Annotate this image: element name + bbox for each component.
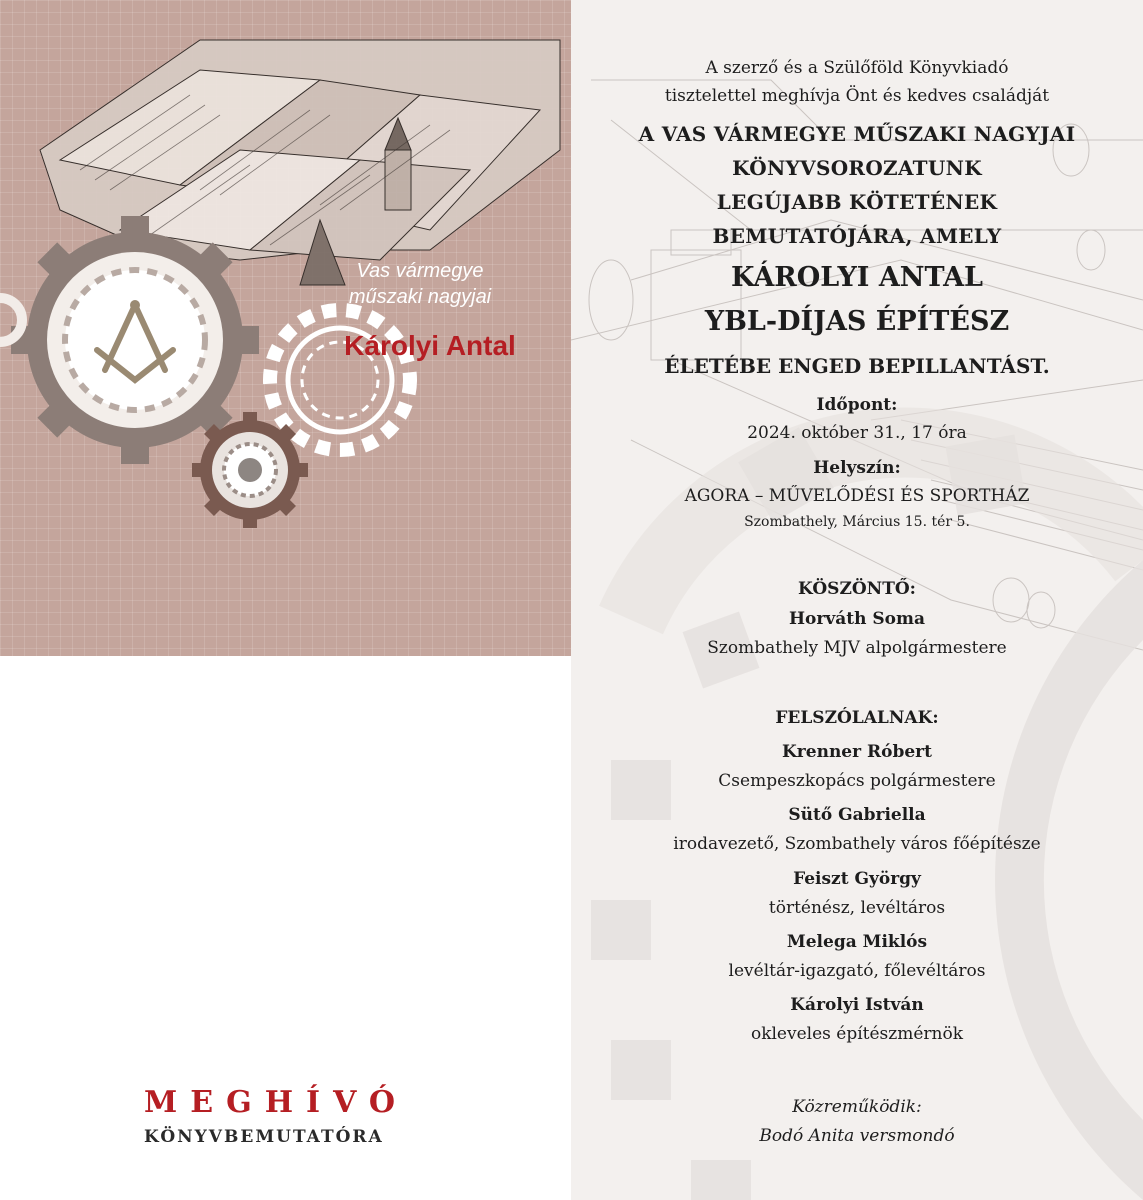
cover-title: Károlyi Antal [344, 330, 516, 361]
place-address: Szombathely, Március 15. tér 5. [744, 514, 970, 530]
contributor-label: Közreműködik: [792, 1097, 922, 1117]
invitation-subtitle: KÖNYVBEMUTATÓRA [144, 1127, 384, 1147]
honoree-role: YBL-DÍJAS ÉPÍTÉSZ [704, 306, 1010, 337]
cover-illustration [0, 0, 571, 656]
speaker-title: levéltár-igazgató, főlevéltáros [728, 961, 986, 981]
speaker-name: Feiszt György [793, 869, 921, 889]
honoree-name: KÁROLYI ANTAL [730, 262, 984, 293]
speakers-label: FELSZÓLALNAK: [775, 708, 939, 728]
intro-line1: A szerző és a Szülőföld Könyvkiadó [705, 58, 1009, 78]
contributor-value: Bodó Anita versmondó [759, 1126, 955, 1146]
time-value: 2024. október 31., 17 óra [747, 423, 967, 443]
speaker-title: okleveles építészmérnök [750, 1024, 964, 1044]
book-cover [0, 0, 571, 656]
small-gear-icon [192, 412, 308, 528]
intro-line2: tisztelettel meghívja Önt és kedves családját [664, 86, 1050, 106]
speaker-title: történész, levéltáros [768, 898, 946, 918]
headline-line3: LEGÚJABB KÖTETÉNEK [716, 190, 998, 214]
headline-line4: BEMUTATÓJÁRA, AMELY [712, 224, 1002, 248]
speaker-name: Melega Miklós [786, 932, 928, 952]
speaker-title: Csempeszkopács polgármestere [718, 771, 996, 791]
speaker-name: Károlyi István [790, 995, 924, 1015]
headline-line1: A VAS VÁRMEGYE MŰSZAKI NAGYJAI [638, 122, 1076, 146]
headline-line2: KÖNYVSOROZATUNK [732, 156, 982, 180]
invitation-text [571, 0, 1143, 1200]
cover-subtitle [305, 258, 535, 310]
speaker-name: Krenner Róbert [782, 742, 932, 762]
greeting-title: Szombathely MJV alpolgármestere [707, 638, 1007, 658]
time-label: Időpont: [816, 395, 898, 415]
tagline: ÉLETÉBE ENGED BEPILLANTÁST. [664, 354, 1050, 378]
speaker-name: Sütő Gabriella [788, 805, 926, 825]
cover-subtitle-line1: Vas vármegye [356, 260, 484, 282]
cover-subtitle-line2: műszaki nagyjai [348, 286, 492, 308]
greeting-name: Horváth Soma [789, 609, 925, 629]
place-label: Helyszín: [813, 458, 901, 478]
large-gear-icon [11, 216, 259, 464]
place-value: AGORA – MŰVELŐDÉSI ÉS SPORTHÁZ [684, 486, 1030, 506]
speaker-title: irodavezető, Szombathely város főépítésze [673, 834, 1041, 854]
invitation-title: MEGHÍVÓ [144, 1085, 408, 1120]
greeting-label: KÖSZÖNTŐ: [798, 579, 916, 599]
